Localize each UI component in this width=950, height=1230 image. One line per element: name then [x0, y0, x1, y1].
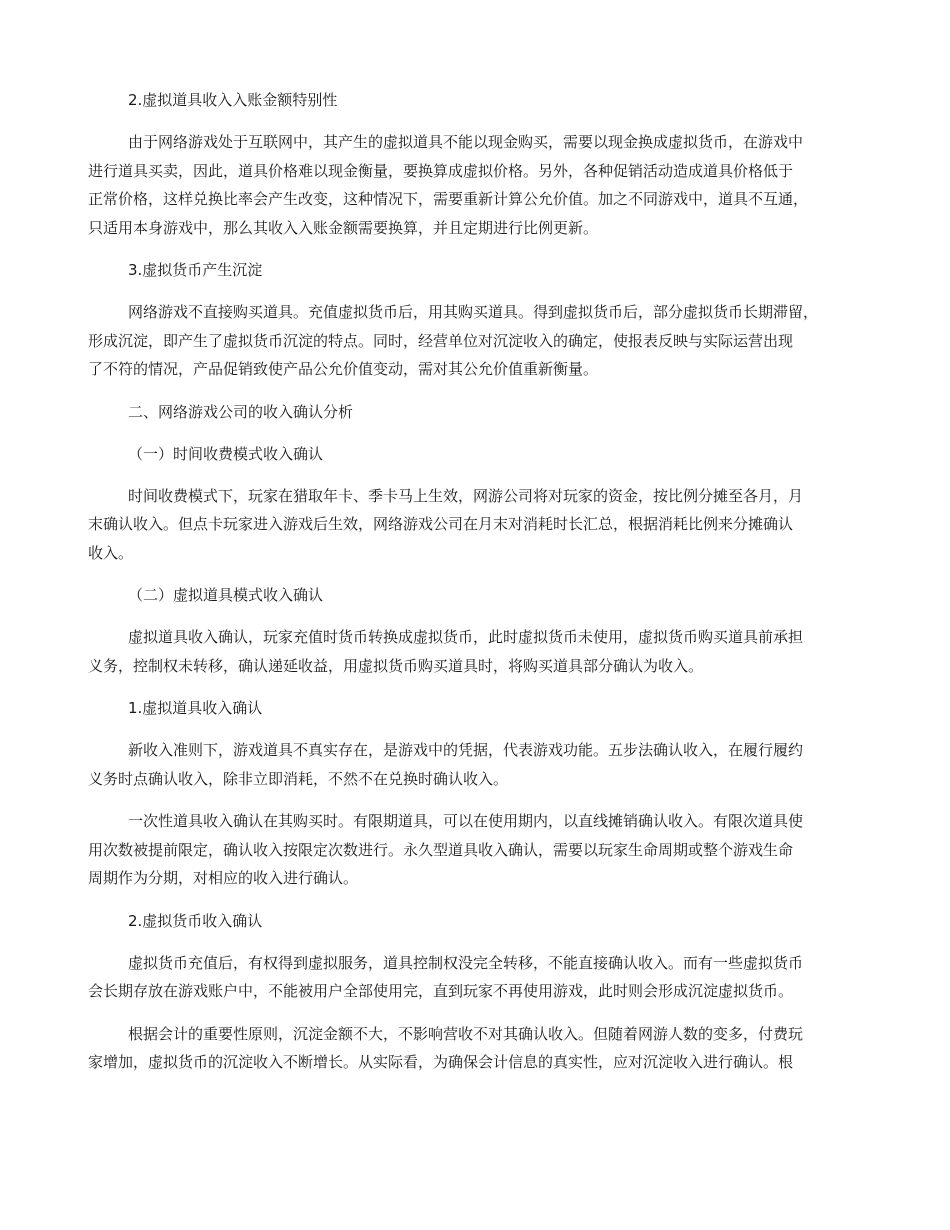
paragraph-line: 由于网络游戏处于互联网中，其产生的虚拟道具不能以现金购买，需要以现金换成虚拟货币，在游戏中: [128, 133, 804, 151]
paragraph-line: 会长期存放在游戏账户中，不能被用户全部使用完，直到玩家不再使用游戏，此时则会形成沉淀虚拟货币。: [88, 982, 794, 1000]
paragraph-line: 根据会计的重要性原则，沉淀金额不大，不影响营收不对其确认收入。但随着网游人数的变多，付费玩: [128, 1024, 804, 1043]
paragraph-line: 义务时点确认收入，除非立即消耗，不然不在兑换时确认收入。: [88, 769, 509, 788]
paragraph-line: 末确认收入。但点卡玩家进入游戏后生效，网络游戏公司在月末对消耗时长汇总，根据消耗比例来分摊确认: [88, 515, 794, 533]
paragraph-line: 一次性道具收入确认在其购买时。有限期道具，可以在使用期内，以直线摊销确认收入。有限次道具使: [128, 812, 804, 830]
paragraph: [88, 298, 862, 384]
paragraph: [88, 128, 862, 242]
paragraph-line: 正常价格，这样兑换比率会产生改变，这种情况下，需要重新计算公允价值。加之不同游戏中，道具不互通，: [88, 190, 809, 208]
paragraph-line: 时间收费模式下，玩家在猎取年卡、季卡马上生效，网游公司将对玩家的资金，按比例分摊至各月，月: [128, 486, 804, 505]
paragraph-line: 形成沉淀，即产生了虚拟货币沉淀的特点。同时，经营单位对沉淀收入的确定，使报表反映与实际运营出现: [88, 331, 794, 350]
paragraph-line: 家增加，虚拟货币的沉淀收入不断增长。从实际看，为确保会计信息的真实性，应对沉淀收入进行确认。根: [88, 1053, 794, 1071]
section-heading: （一）时间收费模式收入确认: [128, 444, 324, 463]
paragraph-line: 进行道具买卖，因此，道具价格难以现金衡量，要换算成虚拟价格。另外，各种促销活动造成道具价格低于: [88, 161, 794, 180]
paragraph: [88, 807, 862, 893]
paragraph: [88, 623, 862, 680]
section-heading: 二、网络游戏公司的收入确认分析: [128, 402, 354, 421]
paragraph: [88, 736, 862, 793]
paragraph-line: 虚拟道具收入确认，玩家充值时货币转换成虚拟货币，此时虚拟货币未使用，虚拟货币购买道具前承担: [128, 628, 804, 646]
paragraph-line: 只适用本身游戏中，那么其收入入账金额需要换算，并且定期进行比例更新。: [88, 218, 599, 237]
paragraph: [88, 482, 862, 568]
paragraph-line: 收入。: [88, 543, 134, 562]
paragraph-line: 新收入准则下，游戏道具不真实存在，是游戏中的凭据，代表游戏功能。五步法确认收入，在履行履约: [128, 741, 804, 759]
paragraph: [88, 949, 862, 1006]
paragraph-line: 虚拟货币充值后，有权得到虚拟服务，道具控制权没完全转移，不能直接确认收入。而有一些虚拟货币: [128, 953, 804, 972]
paragraph-line: 义务，控制权未转移，确认递延收益，用虚拟货币购买道具时，将购买道具部分确认为收入。: [88, 656, 704, 675]
paragraph-line: 了不符的情况，产品促销致使产品公允价值变动，需对其公允价值重新衡量。: [88, 360, 599, 378]
paragraph-line: 网络游戏不直接购买道具。充值虚拟货币后，用其购买道具。得到虚拟货币后，部分虚拟货币长期滞留，: [128, 303, 819, 321]
section-heading: 2.虚拟货币收入确认: [128, 911, 263, 930]
section-heading: 2.虚拟道具收入入账金额特别性: [128, 91, 338, 109]
document-page: [88, 86, 862, 1091]
section-heading: 1.虚拟道具收入确认: [128, 699, 263, 717]
document-body: [88, 86, 862, 1077]
section-heading: （二）虚拟道具模式收入确认: [128, 586, 324, 604]
paragraph-line: 周期作为分期，对相应的收入进行确认。: [88, 869, 359, 887]
paragraph-line: 用次数被提前限定，确认收入按限定次数进行。永久型道具收入确认，需要以玩家生命周期或整个游戏生命: [88, 840, 794, 859]
paragraph: [88, 1020, 862, 1077]
section-heading: 3.虚拟货币产生沉淀: [128, 261, 263, 279]
